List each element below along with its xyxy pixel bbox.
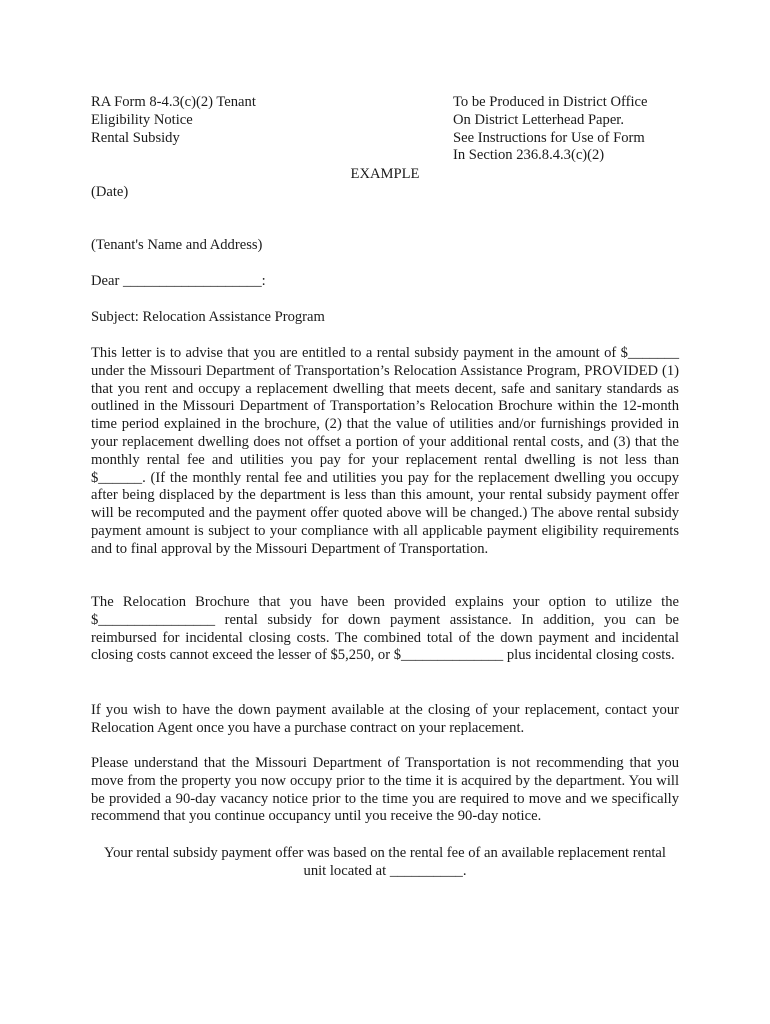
closing-line: Your rental subsidy payment offer was based on the rental fee of an available replacement rental: [104, 845, 666, 861]
production-instructions: [453, 94, 753, 165]
closing-line: unit located at __________.: [303, 862, 467, 879]
closing-statement: [91, 845, 679, 881]
instruction-line: In Section 236.8.4.3(c)(2): [453, 147, 605, 164]
instruction-line: To be Produced in District Office: [453, 94, 648, 110]
tenant-address-placeholder: (Tenant's Name and Address): [91, 237, 263, 253]
paragraph-rental-subsidy: This letter is to advise that you are entitled to a rental subsidy payment in the amount of $_______ under the Missouri Department of Transportation’s Relocation Assistance Program, PROVIDED (1) that you rent and occupy a replacement dwelling that meets decent, safe and sanitary standards as outlined in the Missouri Department of Transportation’s Relocation Brochure within the 12-month time period explained in the brochure, (2) that the value of utilities and/or furnishings provided in your replacement dwelling does not offset a portion of your additional rental costs, and (3) that the monthly rental fee and utilities you pay for your replacement rental dwelling is not less than $______. (If the monthly rental fee and utilities you pay for the replacement dwelling you occupy after being displaced by the department is less than this amount, your rental subsidy payment offer will be recomputed and the payment offer quoted above will be changed.) The above rental subsidy payment amount is subject to your compliance with all applicable payment eligibility requirements and to final approval by the Missouri Department of Transportation.: [91, 345, 679, 557]
salutation: Dear ___________________:: [91, 273, 266, 289]
form-identifier-line: RA Form 8-4.3(c)(2) Tenant: [91, 94, 256, 110]
form-identifier-line: Eligibility Notice: [91, 111, 193, 128]
date-placeholder: (Date): [91, 184, 129, 200]
instruction-line: See Instructions for Use of Form: [453, 129, 645, 146]
example-heading: EXAMPLE: [350, 166, 420, 182]
subject-line: Subject: Relocation Assistance Program: [91, 309, 325, 325]
instruction-line: On District Letterhead Paper.: [453, 111, 625, 128]
paragraph-vacancy-notice: Please understand that the Missouri Department of Transportation is not recommending that you move from the property you now occupy prior to the time it is acquired by the department. You will be provided a 90-day vacancy notice prior to the time you are required to move and we specifically recommend that you continue occupancy until you receive the 90-day notice.: [91, 755, 679, 825]
form-identifier-line: Rental Subsidy: [91, 129, 180, 146]
paragraph-closing-contact: If you wish to have the down payment available at the closing of your replacement, contact your Relocation Agent once you have a purchase contract on your replacement.: [91, 702, 679, 736]
form-identifier: [91, 94, 391, 147]
paragraph-down-payment-option: The Relocation Brochure that you have been provided explains your option to utilize the $________________ rental subsidy for down payment assistance. In addition, you can be reimbursed for incidental closing costs. The combined total of the down payment and incidental closing costs cannot exceed the lesser of $5,250, or $______________ plus incidental closing costs.: [91, 594, 679, 664]
